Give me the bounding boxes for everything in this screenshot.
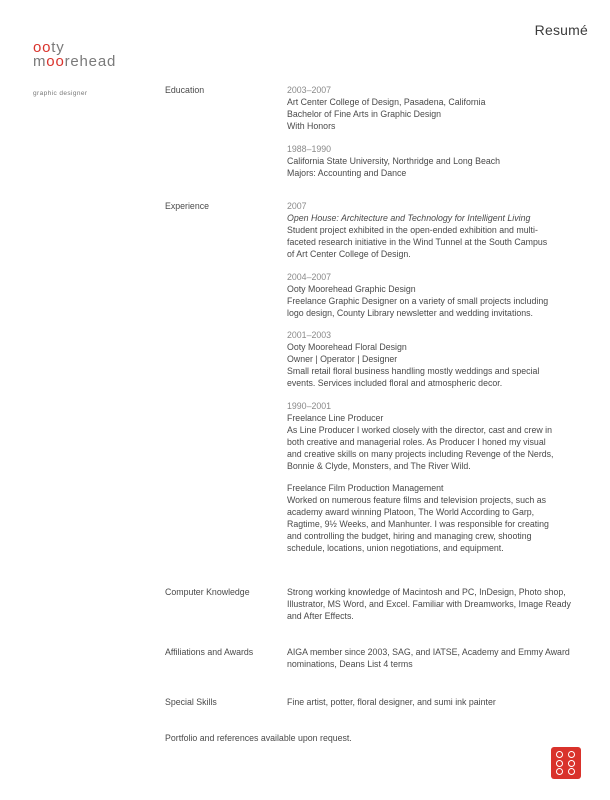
entry-line: Ooty Moorehead Floral Design [287, 342, 407, 352]
section-affiliations [165, 646, 585, 696]
entry-line: Art Center College of Design, Pasadena, California [287, 97, 486, 107]
entry-line: As Line Producer I worked closely with the director, cast and crew in [287, 424, 553, 435]
entry-date: 2004–2007 [287, 271, 332, 282]
entry-line: and creative skills on many projects including Revenge of the Nerds, [287, 448, 554, 459]
section-body [287, 696, 585, 720]
resume-sections [165, 84, 585, 720]
entry-date: 1988–1990 [287, 143, 332, 154]
entry-line: schedule, locations, union negotiations, and equipment. [287, 543, 504, 553]
footer-note: Portfolio and references available upon request. [165, 733, 352, 743]
entry-line: Bachelor of Fine Arts in Graphic Design [287, 109, 442, 119]
entry-line: and controlling the budget, hiring and managing crew, shooting [287, 531, 532, 541]
entry-line: Freelance Film Production Management [287, 483, 444, 493]
section-body [287, 646, 585, 696]
section-label: Experience [165, 201, 210, 211]
entry [287, 143, 585, 179]
entry-line: events. Services included floral and atmospheric decor. [287, 378, 503, 388]
entry-line: Small retail floral business handling mostly weddings and special [287, 366, 540, 376]
logo-wordmark [33, 41, 116, 69]
entry-line: Freelance Line Producer [287, 412, 384, 423]
entry-line: Bonnie & Clyde, Monsters, and The River Wild. [287, 460, 471, 471]
section-label: Education [165, 85, 205, 95]
section-body [287, 200, 585, 586]
entry-line: Student project exhibited in the open-ended exhibition and multi- [287, 225, 538, 235]
entry-line: Freelance Graphic Designer on a variety of small projects including [287, 295, 549, 306]
section-body [287, 84, 585, 200]
entry [287, 200, 585, 260]
badge-ring-icon [568, 751, 575, 758]
logo-first-name: ooty [33, 39, 65, 56]
entry-date: 2001–2003 [287, 330, 332, 340]
entry [287, 84, 585, 132]
section-body [287, 586, 585, 646]
badge-ring-icon [568, 768, 575, 775]
entry-line: Worked on numerous feature films and television projects, such as [287, 495, 546, 505]
section-special-skills [165, 696, 585, 720]
entry-line: Ragtime, 9½ Weeks, and Manhunter. I was responsible for creating [287, 519, 549, 529]
page-title: Resumé [534, 22, 588, 38]
entry-line: Owner | Operator | Designer [287, 354, 398, 364]
entry [287, 482, 585, 554]
entry-line: Majors: Accounting and Dance [287, 167, 407, 178]
entry-line: faceted research initiative in the Wind Tunnel at the South Campus [287, 237, 548, 247]
entry-date: 2007 [287, 201, 307, 211]
entry-line: Ooty Moorehead Graphic Design [287, 283, 416, 294]
badge-ring-icon [556, 768, 563, 775]
section-education [165, 84, 585, 200]
entry-line: With Honors [287, 121, 336, 131]
entry [287, 329, 585, 389]
logo-badge-icon [551, 747, 581, 779]
section-text: Fine artist, potter, floral designer, and sumi ink painter [287, 697, 496, 707]
entry [287, 400, 585, 472]
entry-line: academy award winning Platoon, The World According to Garp, [287, 507, 535, 517]
entry-line: California State University, Northridge and Long Beach [287, 155, 501, 166]
section-label: Computer Knowledge [165, 587, 250, 597]
entry-date: 2003–2007 [287, 85, 332, 95]
entry-line: of Art Center College of Design. [287, 249, 411, 259]
section-experience [165, 200, 585, 586]
entry-line: both creative and managerial roles. As Producer I honed my visual [287, 436, 546, 447]
section-text: Strong working knowledge of Macintosh and PC, InDesign, Photo shop, Illustrator, MS Word, and Excel. Familiar with Dreamworks, Image Ready and After Effects. [287, 587, 571, 621]
section-label: Affiliations and Awards [165, 647, 254, 657]
badge-ring-icon [556, 760, 563, 767]
badge-ring-icon [568, 760, 575, 767]
section-computer-knowledge [165, 586, 585, 646]
subtitle: graphic designer [33, 90, 88, 97]
entry [287, 271, 585, 319]
entry-line: logo design, County Library newsletter and wedding invitations. [287, 307, 533, 318]
section-label: Special Skills [165, 697, 217, 707]
entry-date: 1990–2001 [287, 400, 332, 411]
logo-last-name: moorehead [33, 53, 117, 70]
badge-ring-icon [556, 751, 563, 758]
entry-project-title: Open House: Architecture and Technology for Intelligent Living [287, 213, 531, 223]
section-text: AIGA member since 2003, SAG, and IATSE, Academy and Emmy Award nominations, Deans List 4 terms [287, 647, 570, 669]
